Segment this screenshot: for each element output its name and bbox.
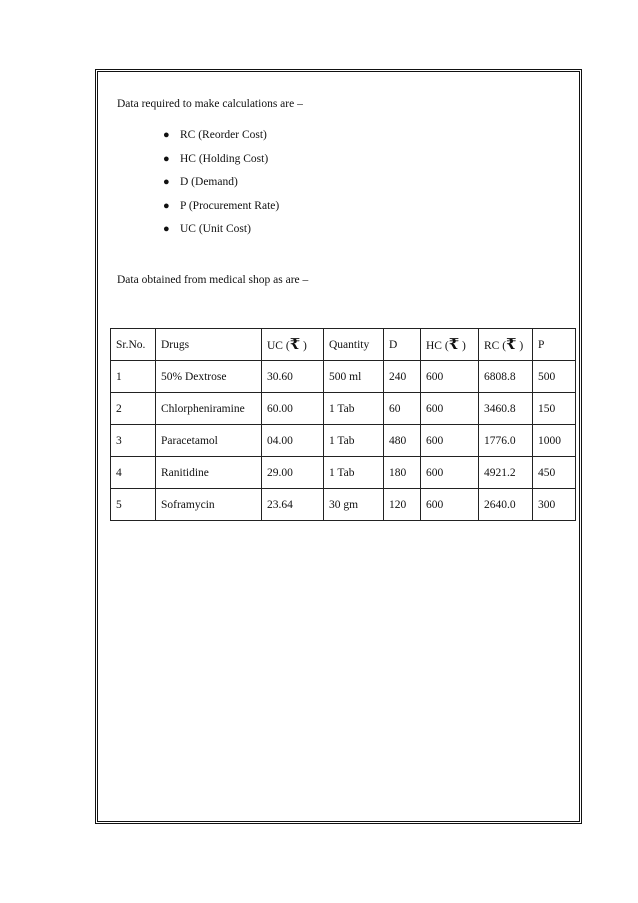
list-item [163, 151, 279, 175]
list-item-label: RC (Reorder Cost) [180, 129, 267, 141]
list-item-label: P (Procurement Rate) [180, 199, 280, 212]
cell-d: 480 [384, 425, 421, 457]
header-sr-no: Sr.No. [111, 329, 156, 361]
table-row [111, 425, 576, 457]
list-item [163, 127, 279, 151]
cell-drug: 50% Dextrose [156, 361, 262, 393]
cell-sr: 1 [111, 361, 156, 393]
cell-sr: 2 [111, 393, 156, 425]
cell-sr: 4 [111, 457, 156, 489]
cell-drug: Soframycin [156, 489, 262, 521]
cell-p: 1000 [533, 425, 576, 457]
cell-p: 300 [533, 489, 576, 521]
cell-rc: 6808.8 [479, 361, 533, 393]
header-d: D [384, 329, 421, 361]
cell-rc: 1776.0 [479, 425, 533, 457]
cell-uc: 04.00 [262, 425, 324, 457]
bullet-icon: ● [163, 199, 170, 212]
cell-quantity: 1 Tab [324, 393, 384, 425]
header-rc: RC (₹ ) [479, 329, 533, 361]
cell-uc: 23.64 [262, 489, 324, 521]
list-item [163, 221, 279, 245]
cell-p: 500 [533, 361, 576, 393]
cell-d: 180 [384, 457, 421, 489]
cell-quantity: 500 ml [324, 361, 384, 393]
bullet-icon: ● [163, 223, 170, 235]
header-drugs: Drugs [156, 329, 262, 361]
rupee-icon: ₹ [448, 337, 460, 353]
bullet-icon: ● [163, 152, 170, 165]
rupee-icon: ₹ [506, 337, 517, 353]
table-row [111, 489, 576, 521]
header-hc: HC (₹ ) [421, 329, 479, 361]
cell-rc: 4921.2 [479, 457, 533, 489]
cell-quantity: 1 Tab [324, 425, 384, 457]
list-item-label: HC (Holding Cost) [180, 152, 269, 165]
cell-d: 120 [384, 489, 421, 521]
cell-d: 60 [384, 393, 421, 425]
header-quantity: Quantity [324, 329, 384, 361]
cell-hc: 600 [421, 361, 479, 393]
list-item-label: D (Demand) [180, 176, 238, 188]
cell-uc: 29.00 [262, 457, 324, 489]
data-source-text: Data obtained from medical shop as are – [117, 274, 309, 286]
drug-data-table [110, 328, 576, 521]
cell-drug: Paracetamol [156, 425, 262, 457]
cell-quantity: 30 gm [324, 489, 384, 521]
cell-drug: Chlorpheniramine [156, 393, 262, 425]
cell-hc: 600 [421, 457, 479, 489]
intro-text: Data required to make calculations are – [117, 98, 303, 110]
cell-rc: 2640.0 [479, 489, 533, 521]
cell-d: 240 [384, 361, 421, 393]
cell-drug: Ranitidine [156, 457, 262, 489]
cell-quantity: 1 Tab [324, 457, 384, 489]
cell-uc: 30.60 [262, 361, 324, 393]
cell-rc: 3460.8 [479, 393, 533, 425]
cell-hc: 600 [421, 393, 479, 425]
cell-hc: 600 [421, 489, 479, 521]
cell-sr: 5 [111, 489, 156, 521]
rupee-icon: ₹ [289, 337, 301, 353]
bullet-icon: ● [163, 176, 170, 188]
header-p: P [533, 329, 576, 361]
bullet-icon: ● [163, 129, 170, 141]
cell-p: 150 [533, 393, 576, 425]
header-uc: UC (₹ ) [262, 329, 324, 361]
cell-hc: 600 [421, 425, 479, 457]
cell-uc: 60.00 [262, 393, 324, 425]
cell-sr: 3 [111, 425, 156, 457]
parameter-list [163, 127, 280, 245]
table-row [111, 457, 576, 489]
list-item-label: UC (Unit Cost) [180, 223, 251, 235]
table-header-row [111, 329, 576, 361]
table-row [111, 361, 576, 393]
table-row [111, 393, 576, 425]
list-item [163, 198, 280, 222]
list-item [163, 174, 279, 198]
cell-p: 450 [533, 457, 576, 489]
